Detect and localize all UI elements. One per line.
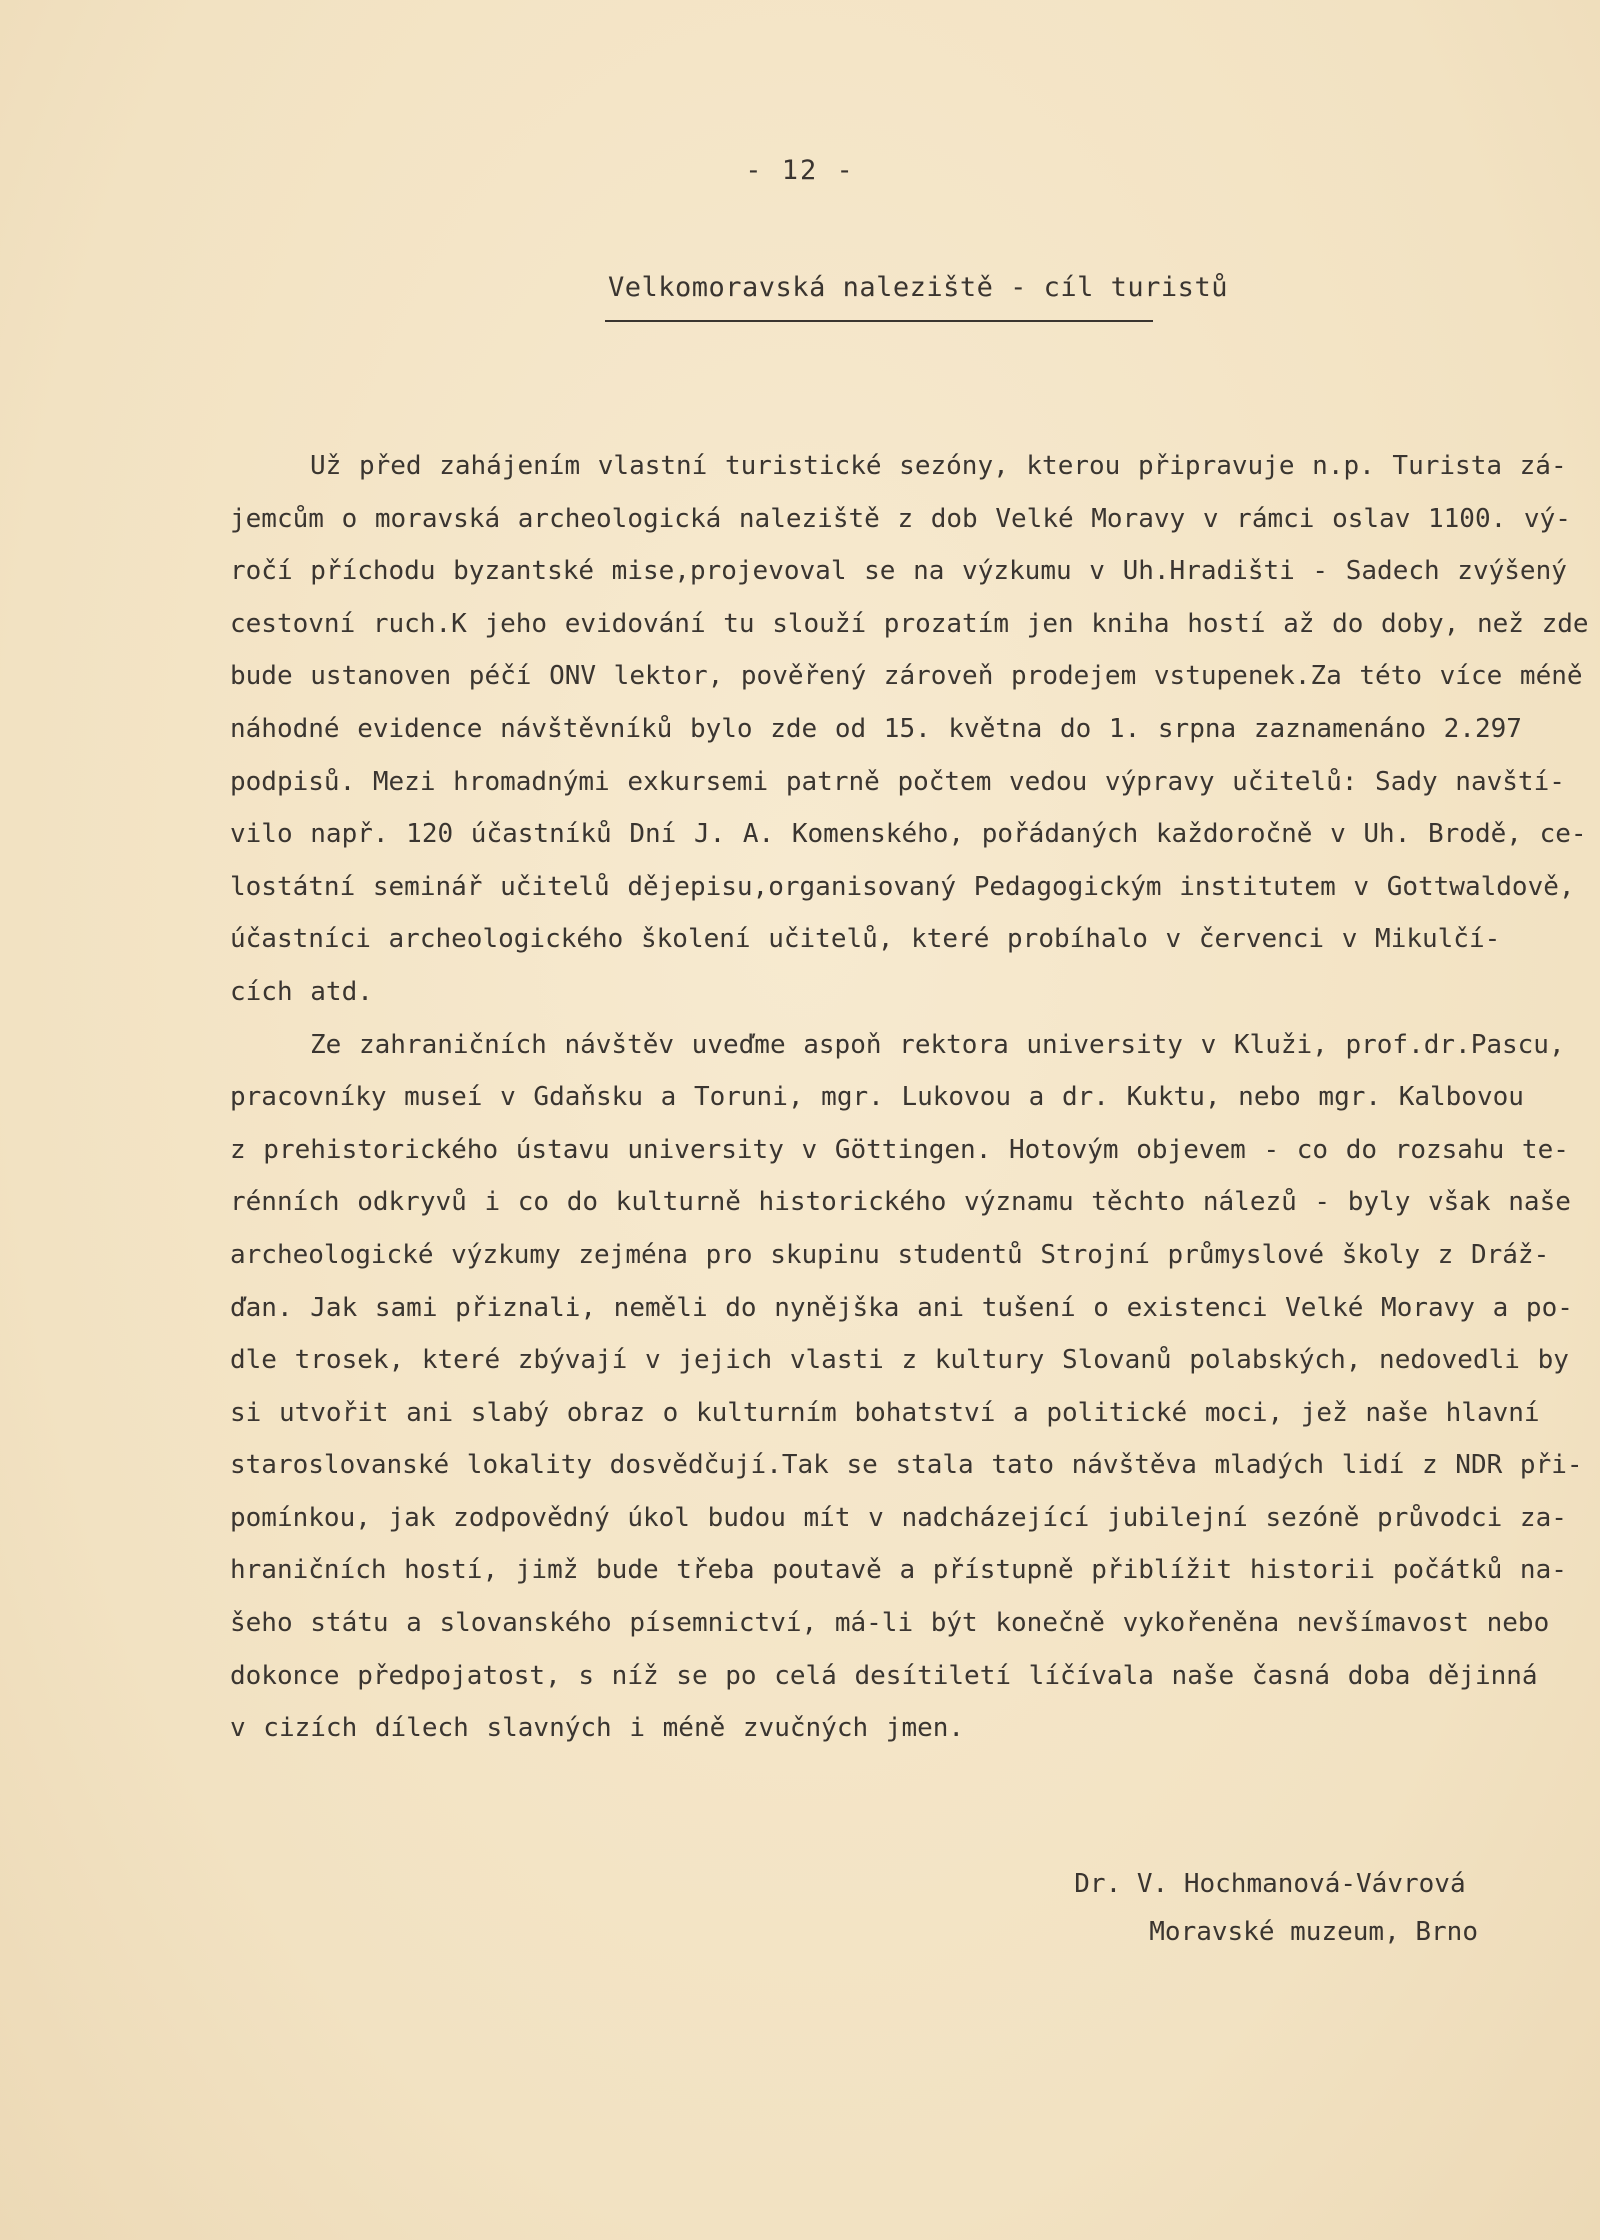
text-line: Ze zahraničních návštěv uveďme aspoň rektora university v Kluži, prof.dr.Pascu, — [310, 1029, 1565, 1060]
author-institution: Moravské muzeum, Brno — [1149, 1917, 1478, 1947]
text-line: náhodné evidence návštěvníků bylo zde od 15. května do 1. srpna zaznamenáno 2.297 — [230, 713, 1522, 744]
text-line: účastníci archeologického školení učitelů, které probíhalo v červenci v Mikulčí- — [230, 924, 1501, 955]
text-line: šeho státu a slovanského písemnictví, má-li být konečně vykořeněna nevšímavost nebo — [230, 1608, 1550, 1639]
text-line: pracovníky museí v Gdaňsku a Toruni, mgr. Lukovou a dr. Kuktu, nebo mgr. Kalbovou — [230, 1082, 1524, 1113]
text-line: Už před zahájením vlastní turistické sezóny, kterou připravuje n.p. Turista zá- — [310, 451, 1567, 481]
text-line: pomínkou, jak zodpovědný úkol budou mít v nadcházející jubilejní sezóně průvodci za- — [230, 1502, 1567, 1533]
text-line: si utvořit ani slabý obraz o kulturním bohatství a politické moci, jež naše hlavní — [230, 1397, 1540, 1428]
text-line: ďan. Jak sami přiznali, neměli do nynějška ani tušení o existenci Velké Moravy a po- — [230, 1292, 1573, 1323]
text-line: hraničních hostí, jimž bude třeba poutavě a přístupně přiblížit historii počátků na- — [230, 1555, 1567, 1586]
text-line: jemcům o moravská archeologická naleziště z dob Velké Moravy v rámci oslav 1100. vý- — [230, 503, 1571, 534]
signature-block — [1074, 1860, 1478, 1956]
text-line: ročí příchodu byzantské mise,projevoval se na výzkumu v Uh.Hradišti - Sadech zvýšený — [230, 556, 1567, 587]
text-line: cestovní ruch.K jeho evidování tu slouží prozatím jen kniha hostí až do doby, než zde — [230, 608, 1589, 639]
page-number: - 12 - — [745, 155, 855, 186]
page-title: Velkomoravská naleziště - cíl turistů — [608, 272, 1228, 303]
article-body — [230, 440, 1589, 1755]
text-line: cích atd. — [230, 976, 373, 1007]
text-line: z prehistorického ústavu university v Göttingen. Hotovým objevem - co do rozsahu te- — [230, 1134, 1569, 1165]
text-line: dokonce předpojatost, s níž se po celá desítiletí líčívala naše časná doba dějinná — [230, 1660, 1538, 1691]
text-line: archeologické výzkumy zejména pro skupinu studentů Strojní průmyslové školy z Dráž- — [230, 1239, 1550, 1270]
text-line: vilo např. 120 účastníků Dní J. A. Komenského, pořádaných každoročně v Uh. Brodě, ce- — [230, 819, 1587, 850]
title-underline — [605, 320, 1153, 322]
text-line: rénních odkryvů i co do kulturně historického významu těchto nálezů - byly však naše — [230, 1187, 1571, 1218]
text-line: bude ustanoven péčí ONV lektor, pověřený zároveň prodejem vstupenek.Za této více méně — [230, 661, 1583, 692]
text-line: staroslovanské lokality dosvědčují.Tak se stala tato návštěva mladých lidí z NDR při- — [230, 1450, 1583, 1481]
author-name: Dr. V. Hochmanová-Vávrová — [1074, 1869, 1466, 1899]
text-line: lostátní seminář učitelů dějepisu,organisovaný Pedagogickým institutem v Gottwaldově, — [230, 871, 1575, 902]
text-line: dle trosek, které zbývají v jejich vlasti z kultury Slovanů polabských, nedovedli by — [230, 1345, 1569, 1376]
text-line: v cizích dílech slavných i méně zvučných jmen. — [230, 1713, 965, 1744]
text-line: podpisů. Mezi hromadnými exkursemi patrně počtem vedou výpravy učitelů: Sady navští- — [230, 766, 1565, 797]
